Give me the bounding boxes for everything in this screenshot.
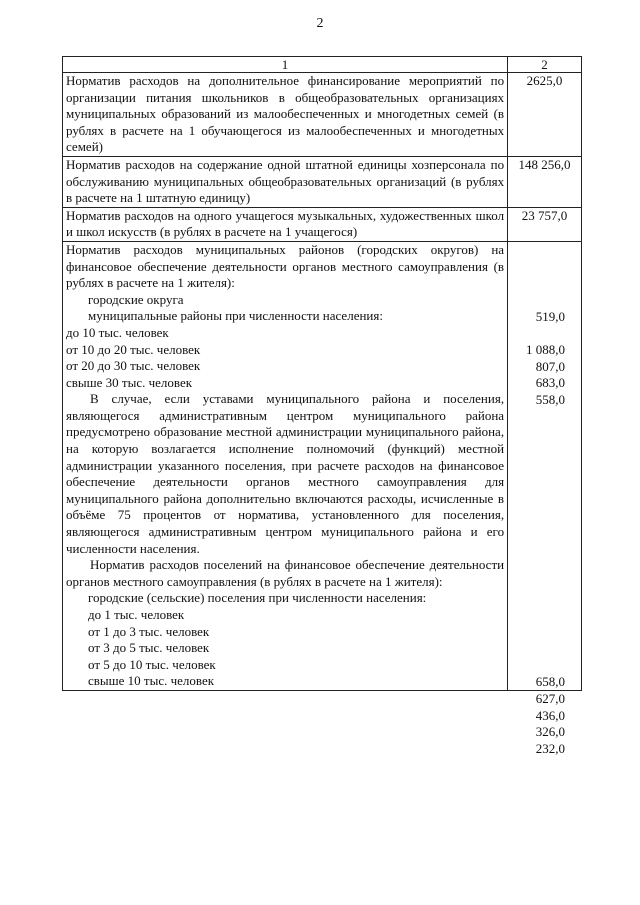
settlements-header: городские (сельские) поселения при численности населения: bbox=[88, 590, 427, 606]
row-description: Норматив расходов на одного учащегося музыкальных, художественных школ и школ искусств (в рублях в расчете на 1 учащегося) bbox=[63, 207, 508, 241]
row-value: 148 256,0 bbox=[508, 156, 582, 207]
settlement-label: от 3 до 5 тыс. человек bbox=[88, 640, 210, 656]
self-government-description bbox=[63, 241, 508, 690]
settlement-label: от 5 до 10 тыс. человек bbox=[88, 656, 216, 672]
row-value: 23 757,0 bbox=[508, 207, 582, 241]
city-districts-label: городские округа bbox=[88, 291, 184, 307]
district-value: 807,0 bbox=[535, 358, 565, 374]
page-number: 2 bbox=[316, 16, 324, 31]
district-label: свыше 30 тыс. человек bbox=[66, 374, 193, 390]
table-row bbox=[63, 207, 582, 241]
norms-table bbox=[62, 56, 582, 756]
self-government-values bbox=[508, 241, 582, 756]
row-description: Норматив расходов на дополнительное финансирование мероприятий по организации питания школьников в общеобразовательных организациях муниципальных образований из малообеспеченных и многодетных семей (в рублях в расчете на 1 обучающегося из малообеспеченных и многодетных семей) bbox=[63, 73, 508, 157]
district-value: 1 088,0 bbox=[526, 341, 565, 357]
table-row-self-government bbox=[63, 241, 582, 690]
settlement-label: от 1 до 3 тыс. человек bbox=[88, 623, 210, 639]
settlement-value: 436,0 bbox=[535, 707, 565, 723]
settlement-value: 658,0 bbox=[535, 673, 565, 689]
settlement-label: свыше 10 тыс. человек bbox=[88, 673, 215, 689]
table-row bbox=[63, 156, 582, 207]
column-header-1: 1 bbox=[63, 57, 508, 73]
district-value: 683,0 bbox=[535, 374, 565, 390]
settlement-value: 627,0 bbox=[535, 690, 565, 706]
districts-intro: Норматив расходов муниципальных районов (городских округов) на финансовое обеспечение деятельности органов местного самоуправления (в рублях в расчете на 1 жителя): bbox=[66, 241, 505, 291]
settlement-value: 326,0 bbox=[535, 723, 565, 739]
admin-center-note: В случае, если уставами муниципального района и поселения, являющегося административным центром муниципального района предусмотрено образование местной администрации муниципального района, на которую возлагается исполнение полномочий (функций) местной администрации указанного поселения, при расчете расходов на финансовое обеспечение деятельности органов местного самоуправления для муниципального района дополнительно включаются расходы, исчисленные в объёме 75 процентов от норматива, установленного для поселения, являющегося административным центром муниципального района и его численности населения. bbox=[66, 391, 505, 556]
settlement-label: до 1 тыс. человек bbox=[88, 607, 185, 622]
row-value: 2625,0 bbox=[508, 73, 582, 157]
column-header-2: 2 bbox=[508, 57, 582, 73]
district-label: от 20 до 30 тыс. человек bbox=[66, 358, 201, 374]
district-value: 558,0 bbox=[535, 391, 565, 407]
district-label: до 10 тыс. человек bbox=[66, 324, 169, 340]
district-label: от 10 до 20 тыс. человек bbox=[66, 341, 201, 357]
table-row bbox=[63, 73, 582, 157]
districts-header: муниципальные районы при численности населения: bbox=[88, 308, 383, 324]
city-districts-value: 519,0 bbox=[535, 308, 565, 324]
settlements-intro: Норматив расходов поселений на финансовое обеспечение деятельности органов местного самоуправления (в рублях в расчете на 1 жителя): bbox=[66, 557, 505, 589]
table-header-row bbox=[63, 57, 582, 73]
row-description: Норматив расходов на содержание одной штатной единицы хозперсонала по обслуживанию муниципальных общеобразовательных организаций (в рублях в расчете на 1 штатную единицу) bbox=[63, 156, 508, 207]
settlement-value: 232,0 bbox=[535, 740, 565, 756]
